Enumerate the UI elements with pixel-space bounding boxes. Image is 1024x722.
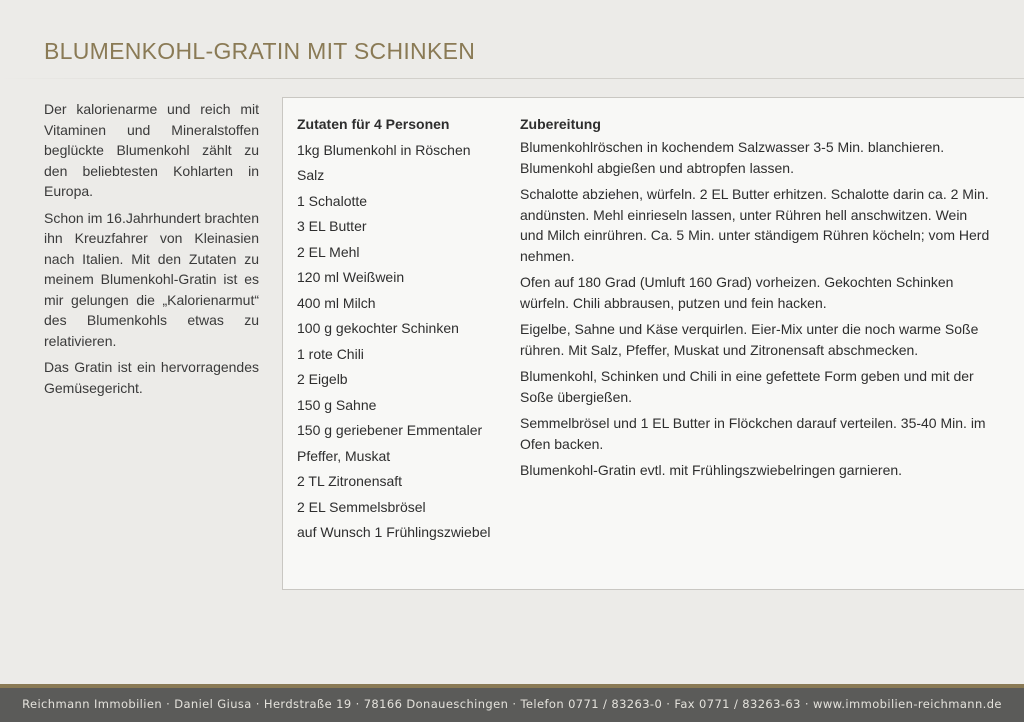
intro-paragraph: Schon im 16.Jahrhundert brachten ihn Kreuzfahrer von Kleinasien nach Italien. Mit den Zutaten zu meinem Blumenkohl-Gratin ist es mir gelungen die „Kalorienarmut“ des Blumenkohls etwas zu relativieren. xyxy=(44,209,259,349)
ingredient-item: Salz xyxy=(297,167,325,183)
intro-paragraph: Das Gratin ist ein hervorragendes Gemüsegericht. xyxy=(44,359,259,396)
ingredient-item: 2 EL Mehl xyxy=(297,243,360,260)
ingredient-item: 120 ml Weißwein xyxy=(297,269,405,285)
preparation-step: Blumenkohl-Gratin evtl. mit Frühlingszwiebelringen garnieren. xyxy=(520,462,903,478)
recipe-card xyxy=(282,97,1024,590)
ingredients-list xyxy=(297,113,507,547)
ingredient-item: Pfeffer, Muskat xyxy=(297,447,391,464)
preparation-steps xyxy=(520,113,990,487)
ingredient-item: 1kg Blumenkohl in Röschen xyxy=(297,141,471,158)
preparation-step: Eigelbe, Sahne und Käse verquirlen. Eier-Mix unter die noch warme Soße rühren. Mit Salz, Pfeffer, Muskat und Zitronensaft abschmecken. xyxy=(520,321,979,358)
preparation-step: Semmelbrösel und 1 EL Butter in Flöckchen darauf verteilen. 35-40 Min. im Ofen backen. xyxy=(520,415,986,452)
intro-paragraph: Der kalorienarme und reich mit Vitaminen und Mineralstoffen beglückte Blumenkohl zählt zu den beliebtesten Kohlarten in Europa. xyxy=(44,101,259,199)
footer-contact: Reichmann Immobilien · Daniel Giusa · Herdstraße 19 · 78166 Donaueschingen · Telefon 0771 / 83263-0 · Fax 0771 / 83263-63 · www.immobilien-reichmann.de xyxy=(0,688,1024,722)
ingredient-item: 1 Schalotte xyxy=(297,192,368,209)
ingredient-item: 2 TL Zitronensaft xyxy=(297,473,403,489)
preparation-heading: Zubereitung xyxy=(520,116,601,132)
ingredient-item: auf Wunsch 1 Frühlingszwiebel xyxy=(297,524,491,540)
ingredients-heading: Zutaten für 4 Personen xyxy=(297,116,450,132)
ingredient-item: 400 ml Milch xyxy=(297,294,376,311)
ingredient-item: 1 rote Chili xyxy=(297,345,364,362)
title-divider xyxy=(0,78,1024,79)
intro-text xyxy=(44,99,259,404)
ingredient-item: 150 g geriebener Emmentaler xyxy=(297,422,483,438)
ingredient-item: 2 Eigelb xyxy=(297,371,348,387)
preparation-step: Schalotte abziehen, würfeln. 2 EL Butter erhitzen. Schalotte darin ca. 2 Min. andünsten. Mehl einrieseln lassen, unter Rühren hell anschwitzen. Wein und Milch einrühren. Ca. 5 Min. unter ständigem Rühren köcheln; vom Herd nehmen. xyxy=(520,186,990,264)
preparation-step: Ofen auf 180 Grad (Umluft 160 Grad) vorheizen. Gekochten Schinken würfeln. Chili abbrausen, putzen und fein hacken. xyxy=(520,274,954,311)
preparation-step: Blumenkohl, Schinken und Chili in eine gefettete Form geben und mit der Soße übergießen. xyxy=(520,368,974,405)
ingredient-item: 2 EL Semmelsbrösel xyxy=(297,498,426,515)
ingredient-item: 100 g gekochter Schinken xyxy=(297,320,459,336)
page-title: BLUMENKOHL-GRATIN MIT SCHINKEN xyxy=(44,38,476,64)
ingredient-item: 150 g Sahne xyxy=(297,396,377,413)
ingredient-item: 3 EL Butter xyxy=(297,218,367,234)
preparation-step: Blumenkohlröschen in kochendem Salzwasser 3-5 Min. blanchieren. Blumenkohl abgießen und abtropfen lassen. xyxy=(520,139,945,176)
